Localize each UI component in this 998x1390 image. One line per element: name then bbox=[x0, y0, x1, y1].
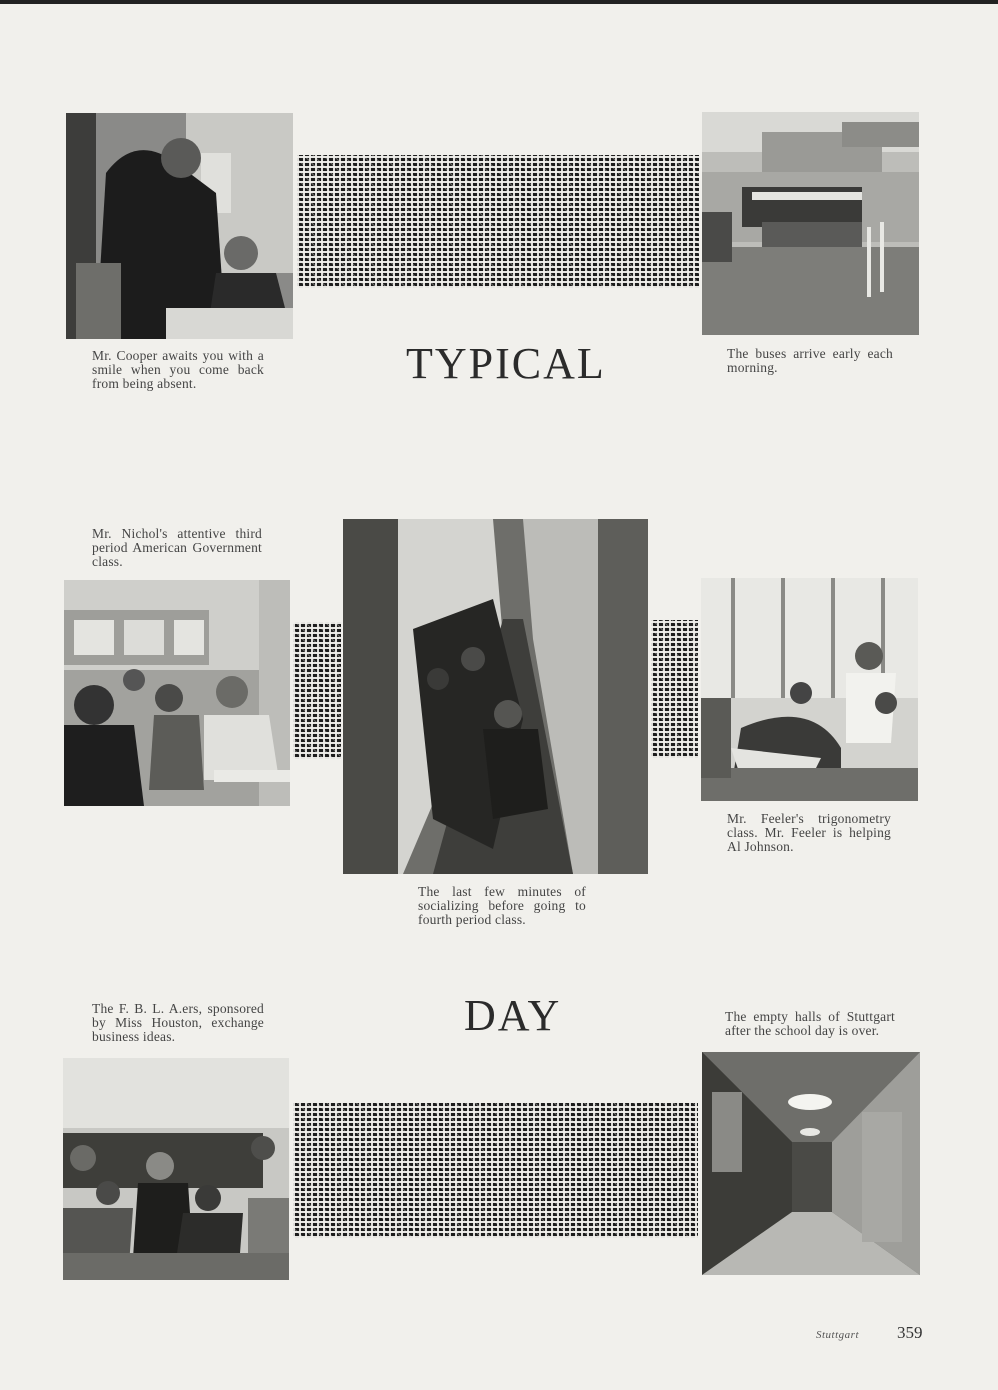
caption-mr-feeler: Mr. Feeler's trigonometry class. Mr. Feeler is helping Al Johnson. bbox=[727, 811, 891, 854]
caption-empty-halls: The empty halls of Stuttgart after the school day is over. bbox=[725, 1009, 895, 1038]
caption-hallway: The last few minutes of socializing before going to fourth period class. bbox=[418, 884, 586, 927]
decorative-texture-left bbox=[293, 622, 341, 759]
photo-mr-cooper-office bbox=[66, 113, 293, 339]
photo-empty-halls bbox=[702, 1052, 920, 1275]
caption-buses: The buses arrive early each morning. bbox=[727, 346, 893, 375]
photo-buses-arriving bbox=[702, 112, 919, 335]
caption-mr-nichol: Mr. Nichol's attentive third period American Government class. bbox=[92, 526, 262, 569]
decorative-texture-top bbox=[297, 155, 699, 288]
decorative-texture-right bbox=[651, 620, 698, 758]
photo-fbla-club bbox=[63, 1058, 289, 1280]
photo-government-class bbox=[64, 580, 290, 806]
photo-crowded-hallway bbox=[343, 519, 648, 874]
page-top-border bbox=[0, 0, 998, 4]
caption-mr-cooper: Mr. Cooper awaits you with a smile when you come back from being absent. bbox=[92, 348, 264, 391]
headline-day: DAY bbox=[464, 991, 562, 1040]
photo-trigonometry-class bbox=[701, 578, 918, 801]
headline-typical: TYPICAL bbox=[406, 339, 606, 388]
footer-page-number: 359 bbox=[897, 1323, 923, 1342]
decorative-texture-bottom bbox=[293, 1103, 698, 1238]
footer-school-name: Stuttgart bbox=[816, 1329, 860, 1341]
caption-fbla: The F. B. L. A.ers, sponsored by Miss Houston, exchange business ideas. bbox=[92, 1001, 264, 1044]
